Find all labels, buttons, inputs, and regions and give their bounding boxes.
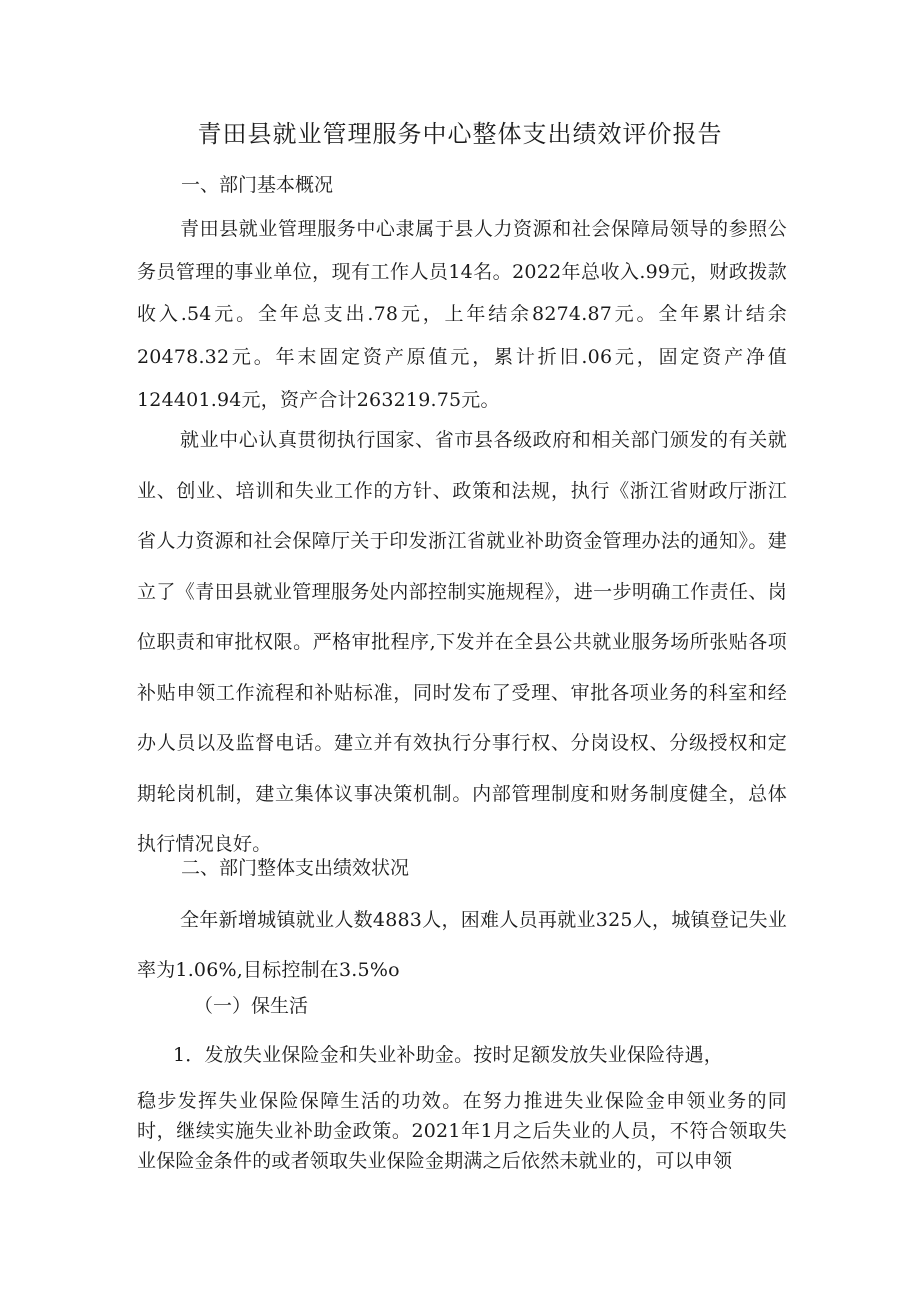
section-heading-basic-overview: 一、部门基本概况 — [181, 174, 334, 196]
paragraph-internal-control: 就业中心认真贯彻执行国家、省市县各级政府和相关部门颁发的有关就业、创业、培训和失业工作的方针、政策和法规，执行《浙江省财政厅浙江省人力资源和社会保障厅关于印发浙江省就业补助资金管理办法的通知》。建立了《青田县就业管理服务处内部控制实施规程》，进一步明确工作责任、岗位职责和审批权限。严格审批程序,下发并在全县公共就业服务场所张贴各项补贴申领工作流程和补贴标准，同时发布了受理、审批各项业务的科室和经办人员以及监督电话。建立并有效执行分事行权、分岗设权、分级授权和定期轮岗机制，建立集体议事决策机制。内部管理制度和财务制度健全，总体执行情况良好。 — [137, 429, 787, 855]
paragraph-first-line: 1．发放失业保险金和失业补助金。按时足额发放失业保险待遇， — [173, 1044, 723, 1066]
subsection-heading-protect-livelihood: （一）保生活 — [194, 995, 309, 1017]
paragraph-unemployment-insurance — [137, 1040, 787, 1176]
paragraph-employment-figures: 全年新增城镇就业人数4883人，困难人员再就业325人，城镇登记失业率为1.06%,目标控制在3.5%o — [137, 909, 787, 981]
paragraph-continuation: 稳步发挥失业保险保障生活的功效。在努力推进失业保险金申领业务的同时，继续实施失业补助金政策。2021年1月之后失业的人员，不符合领取失业保险金条件的或者领取失业保险金期满之后依然未就业的，可以申领 — [137, 1090, 787, 1172]
document-title: 青田县就业管理服务中心整体支出绩效评价报告 — [197, 120, 723, 148]
paragraph-unit-profile: 青田县就业管理服务中心隶属于县人力资源和社会保障局领导的参照公务员管理的事业单位，现有工作人员14名。2022年总收入.99元，财政拨款收入.54元。全年总支出.78元，上年结余8274.87元。全年累计结余20478.32元。年末固定资产原值元，累计折旧.06元，固定资产净值124401.94元，资产合计263219.75元。 — [137, 218, 787, 411]
section-heading-performance-status: 二、部门整体支出绩效状况 — [181, 857, 410, 879]
